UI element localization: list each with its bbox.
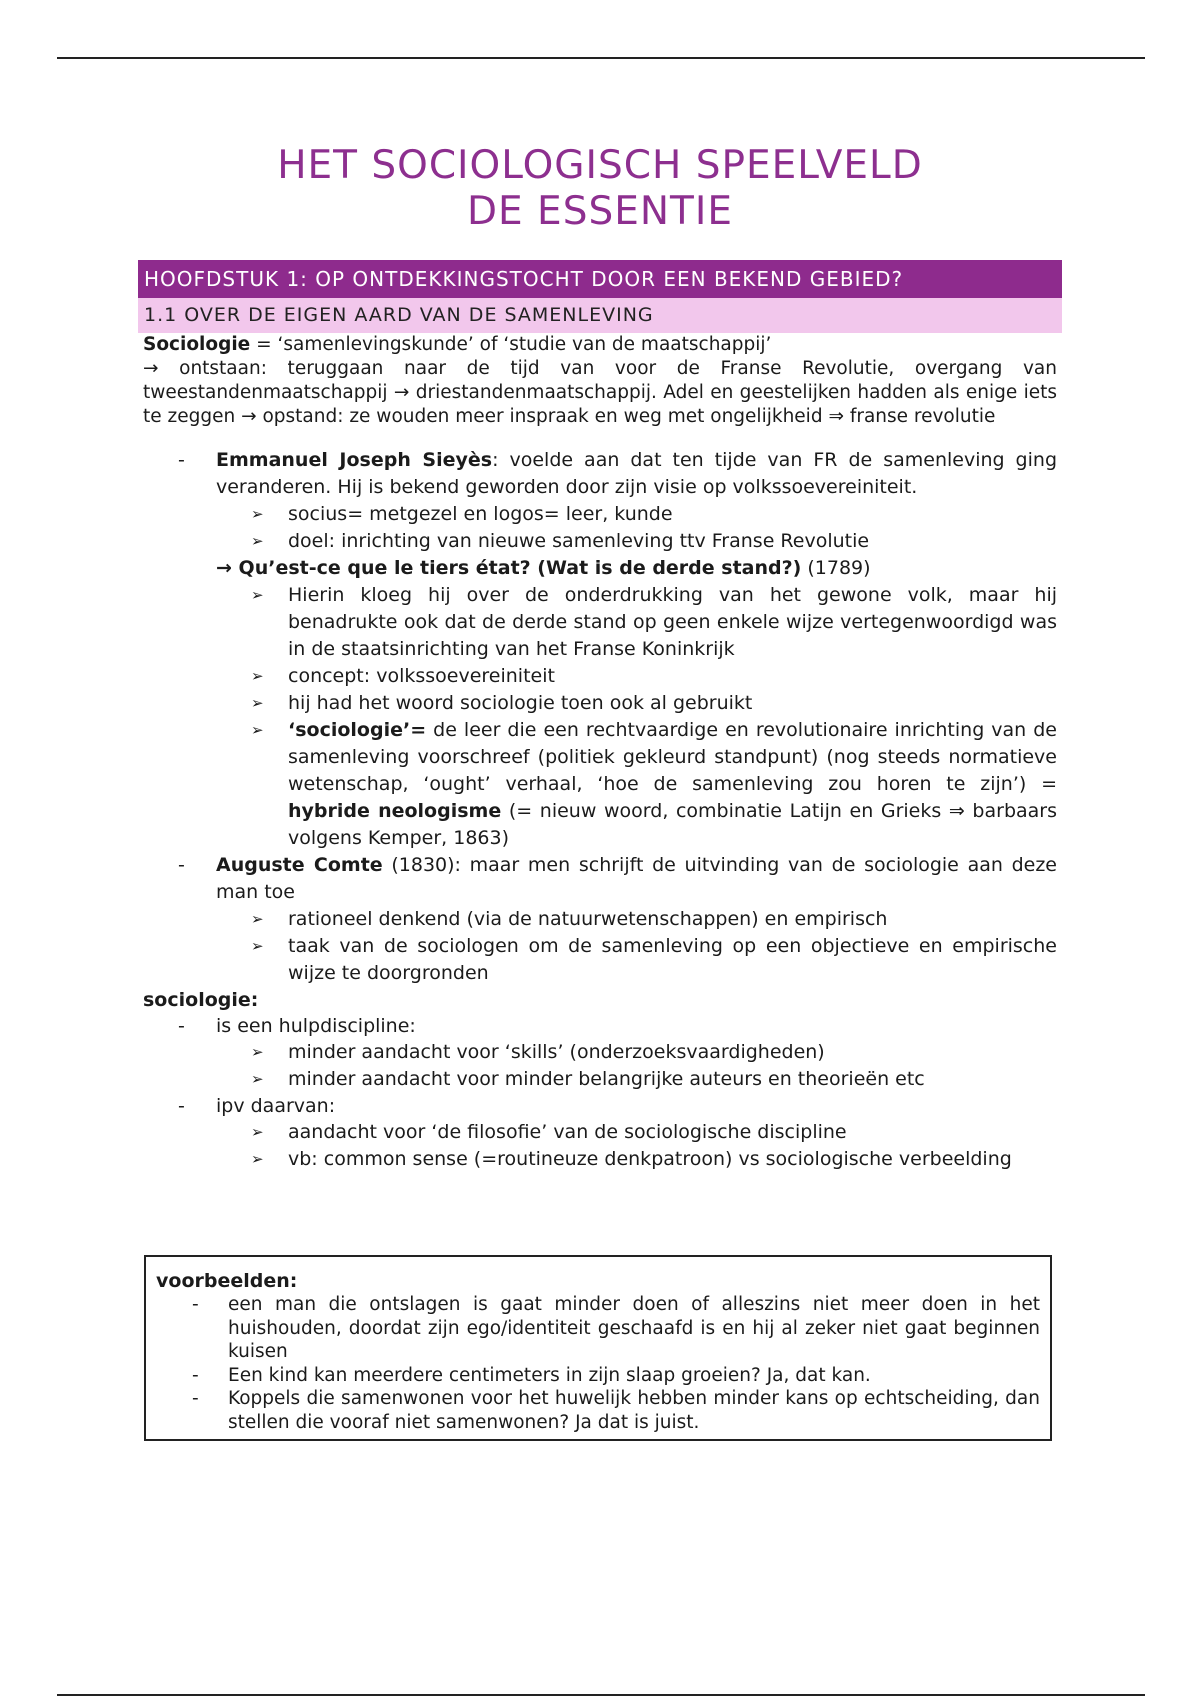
sub-item-text: concept: volkssoevereiniteit	[288, 665, 555, 687]
sub-item	[138, 582, 1057, 663]
work-reference	[138, 555, 1062, 582]
arrow-bullet-icon: ➢	[251, 910, 264, 928]
sub-item-text: minder aandacht voor minder belangrijke auteurs en theorieën etc	[288, 1068, 925, 1090]
list-item-sieyes	[138, 447, 1057, 501]
bottom-rule	[57, 1694, 1145, 1696]
work-title: Qu’est-ce que le tiers état? (Wat is de derde stand?)	[238, 557, 802, 579]
dash-bullet: -	[178, 1015, 185, 1037]
section-heading: 1.1 OVER DE EIGEN AARD VAN DE SAMENLEVING	[138, 298, 1062, 333]
sub-item	[138, 1119, 1057, 1146]
sub-item	[138, 1146, 1057, 1173]
soc-text: de leer die een rechtvaardige en revolutionaire inrichting van de samenleving voorschreef (politiek gekleurd standpunt) (nog steeds normatieve wetenschap, ‘ought’ verhaal, ‘hoe de samenleving zou horen te zijn’) =	[288, 719, 1057, 795]
example-item	[156, 1293, 1040, 1364]
sub-item	[138, 663, 1057, 690]
sub-item-text: Hierin kloeg hij over de onderdrukking van het gewone volk, maar hij benadrukte ook dat de derde stand op geen enkele wijze vertegenwoordigd was in de staatsinrichting van het Franse Koninkrijk	[288, 584, 1057, 660]
dash-bullet: -	[178, 449, 185, 471]
sub-item	[138, 1039, 1057, 1066]
arrow-bullet-icon: ➢	[251, 721, 264, 739]
intro-paragraph	[143, 333, 1057, 357]
arrow-bullet-icon: ➢	[251, 532, 264, 550]
sub-item	[138, 528, 1057, 555]
arrow-bullet-icon: ➢	[251, 937, 264, 955]
page-content	[138, 260, 1062, 1173]
authors-list	[138, 447, 1062, 987]
intro-ontstaan: → ontstaan: teruggaan naar de tijd van voor de Franse Revolutie, overgang van tweestandenmaatschappij → driestandenmaatschappij. Adel en geestelijken hadden als enige iets te zeggen → opstand: ze wouden meer inspraak en weg met ongelijkheid ⇒ franse revolutie	[143, 358, 1057, 427]
soc-term: ‘sociologie’=	[288, 719, 427, 741]
list-item-text: is een hulpdiscipline:	[216, 1015, 416, 1037]
title-line-1: HET SOCIOLOGISCH SPEELVELD	[277, 143, 923, 188]
author-text: (1830): maar men schrijft de uitvinding van de sociologie aan deze man toe	[216, 854, 1057, 903]
examples-heading: voorbeelden:	[156, 1270, 298, 1292]
dash-bullet: -	[178, 1095, 185, 1117]
sub-item	[138, 501, 1057, 528]
sub-item	[138, 933, 1057, 987]
term-sociologie: Sociologie	[143, 334, 251, 355]
soc-text-2: (= nieuw woord, combinatie Latijn en Grieks ⇒ barbaars volgens Kemper, 1863)	[288, 800, 1057, 849]
soc-bold: hybride neologisme	[288, 800, 502, 822]
term-definition: = ‘samenlevingskunde’ of ‘studie van de maatschappij’	[250, 334, 772, 355]
example-text: Een kind kan meerdere centimeters in zijn slaap groeien? Ja, dat kan.	[228, 1364, 871, 1386]
arrow-bullet-icon: ➢	[251, 586, 264, 604]
arrow-bullet-icon: ➢	[251, 1043, 264, 1061]
chapter-heading: HOOFDSTUK 1: OP ONTDEKKINGSTOCHT DOOR EEN BEKEND GEBIED?	[138, 260, 1062, 298]
list-item-text: ipv daarvan:	[216, 1095, 336, 1117]
sub-item-text: rationeel denkend (via de natuurwetenschappen) en empirisch	[288, 908, 888, 930]
list-item-comte	[138, 852, 1057, 906]
sub-item-text: hij had het woord sociologie toen ook al gebruikt	[288, 692, 753, 714]
work-year: (1789)	[801, 557, 871, 579]
sociologie-block	[143, 987, 1057, 1013]
arrow-bullet-icon: ➢	[251, 667, 264, 685]
examples-box	[144, 1255, 1052, 1441]
sub-item-text: aandacht voor ‘de filosofie’ van de sociologische discipline	[288, 1121, 847, 1143]
dash-bullet: -	[192, 1294, 199, 1315]
author-name: Auguste Comte	[216, 854, 383, 876]
title-line-2: DE ESSENTIE	[466, 189, 733, 234]
list-item	[138, 1013, 1062, 1039]
sub-item-text: vb: common sense (=routineuze denkpatroon) vs sociologische verbeelding	[288, 1148, 1012, 1170]
arrow-bullet-icon: ➢	[251, 694, 264, 712]
example-item	[156, 1387, 1040, 1434]
work-arrow: →	[216, 557, 239, 579]
top-rule	[57, 57, 1145, 59]
dash-bullet: -	[192, 1364, 199, 1386]
sociologie-heading: sociologie:	[143, 989, 259, 1011]
arrow-bullet-icon: ➢	[251, 1150, 264, 1168]
list-item	[138, 1093, 1062, 1119]
sub-item-text: taak van de sociologen om de samenleving op een objectieve en empirische wijze te doorgronden	[288, 935, 1057, 984]
sub-item	[138, 690, 1057, 717]
sub-item-sociologie-definition	[138, 717, 1057, 852]
arrow-bullet-icon: ➢	[251, 1070, 264, 1088]
sub-item	[138, 1066, 1057, 1093]
sub-item-text: doel: inrichting van nieuwe samenleving ttv Franse Revolutie	[288, 530, 870, 552]
dash-bullet: -	[192, 1388, 199, 1409]
example-text: Koppels die samenwonen voor het huwelijk hebben minder kans op echtscheiding, dan stellen die vooraf niet samenwonen? Ja dat is juist.	[228, 1388, 1040, 1433]
sub-item	[138, 906, 1057, 933]
sub-item-text: socius= metgezel en logos= leer, kunde	[288, 503, 673, 525]
author-name: Emmanuel Joseph Sieyès	[216, 449, 493, 471]
example-item	[156, 1364, 1040, 1388]
dash-bullet: -	[178, 854, 185, 876]
arrow-bullet-icon: ➢	[251, 1123, 264, 1141]
sub-item-text: minder aandacht voor ‘skills’ (onderzoeksvaardigheden)	[288, 1041, 825, 1063]
example-text: een man die ontslagen is gaat minder doen of alleszins niet meer doen in het huishouden, doordat zijn ego/identiteit geschaafd is en hij al zeker niet gaat beginnen kuisen	[228, 1294, 1040, 1362]
author-text: : voelde aan dat ten tijde van FR de samenleving ging veranderen. Hij is bekend geworden door zijn visie op volkssoevereiniteit.	[216, 449, 1058, 498]
arrow-bullet-icon: ➢	[251, 505, 264, 523]
document-title	[0, 143, 1200, 235]
